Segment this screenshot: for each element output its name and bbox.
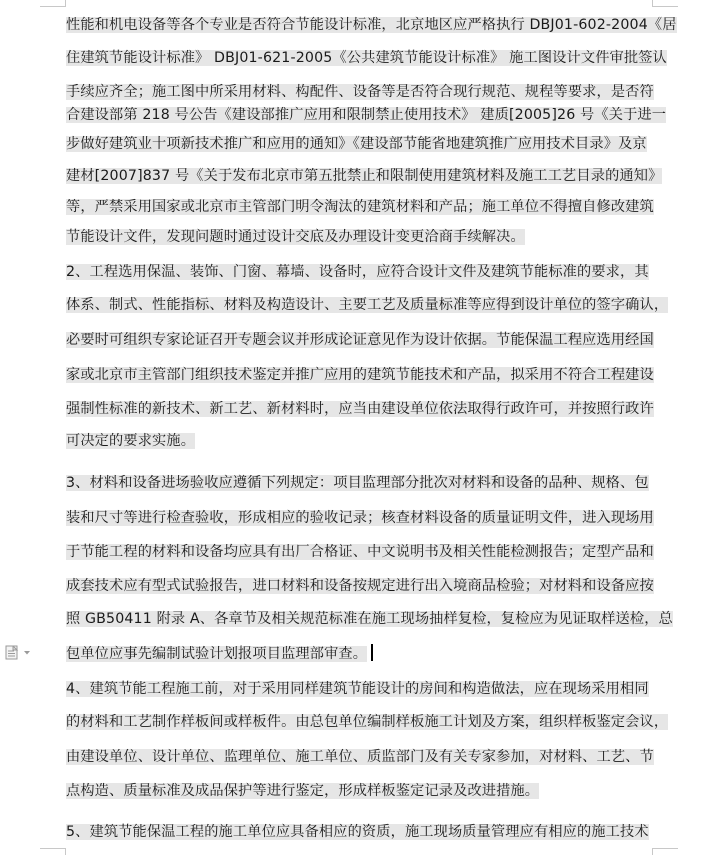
crop-mark [40,6,66,7]
text-line: 可决定的要求实施。 [66,433,196,449]
text-line: 等，严禁采用国家或北京市主管部门明令淘汰的建筑材料和产品；施工单位不得擅自修改建筑 [66,199,654,215]
text-line: 包单位应事先编制试验计划报项目监理部审查。 [66,643,373,665]
text-line: 手续应齐全；施工图中所采用材料、构配件、设备等是否符合现行规范、规程等要求，是否符 [66,84,654,100]
text-line: 节能设计文件，发现问题时通过设计交底及办理设计变更洽商手续解决。 [66,229,525,245]
crop-mark [652,0,653,7]
text-line: 的材料和工艺制作样板间或样板件。由总包单位编制样板施工计划及方案，组织样板鉴定会议， [66,714,669,730]
text-line: 家或北京市主管部门组织技术鉴定并推广应用的建筑节能技术和产品，拟采用不符合工程建设 [66,367,654,383]
text-line: 于节能工程的材料和设备均应具有出厂合格证、中文说明书及相关性能检测报告；定型产品和 [66,544,654,560]
text-cursor [371,644,373,661]
text-line: 4、建筑节能工程施工前，对于采用同样建筑节能设计的房间和构造做法，应在现场采用相同 [66,681,649,697]
paragraph-options-icon[interactable] [5,645,33,661]
chevron-down-icon [24,651,30,655]
text-line: 5、建筑节能保温工程的施工单位应具备相应的资质，施工现场质量管理应有相应的施工技术 [66,824,649,840]
text-line: 强制性标准的新技术、新工艺、新材料时，应当由建设单位依法取得行政许可，并按照行政许 [66,401,654,417]
text-line: 成套技术应有型式试验报告，进口材料和设备按规定进行出入境商品检验；对材料和设备应按 [66,578,654,594]
text-line: 点构造、质量标准及成品保护等进行鉴定，形成样板鉴定记录及改进措施。 [66,783,540,799]
text-line: 步做好建筑业十项新技术推广和应用的通知》《建设部节能省地建筑推广应用技术目录》及京 [66,136,647,152]
crop-mark [652,848,653,855]
text-line: 合建设部第 218 号公告《建设部推广应用和限制禁止使用技术》 建质[2005]26 号《关于进一 [66,107,667,123]
text-line: 性能和机电设备等各个专业是否符合节能设计标准，北京地区应严格执行 DBJ01-602-2004《居 [66,17,677,33]
text-line: 由建设单位、设计单位、监理单位、施工单位、质监部门及有关专家参加，对材料、工艺、节 [66,749,654,765]
crop-mark [652,848,678,849]
text-line: 装和尺寸等进行检查验收，形成相应的验收记录；核查材料设备的质量证明文件，进入现场用 [66,510,654,526]
crop-mark [65,848,66,855]
text-line: 3、材料和设备进场验收应遵循下列规定：项目监理部分批次对材料和设备的品种、规格、包 [66,475,649,491]
text-line: 照 GB50411 附录 A、各章节及相关规范标准在施工现场抽样复检，复检应为见证取样送检，总 [66,611,673,627]
crop-mark [40,848,66,849]
text-line: 体系、制式、性能指标、材料及构造设计、主要工艺及质量标准等应得到设计单位的签字确认， [66,297,669,313]
crop-mark [65,0,66,7]
text-line: 必要时可组织专家论证召开专题会议并形成论证意见作为设计依据。节能保温工程应选用经国 [66,332,654,348]
text-line: 建材[2007]837 号《关于发布北京市第五批禁止和限制使用建筑材料及施工工艺目录的通知》 [66,168,663,184]
text-line: 2、工程选用保温、装饰、门窗、幕墙、设备时，应符合设计文件及建筑节能标准的要求，其 [66,264,649,280]
crop-mark [652,6,678,7]
text-line: 住建筑节能设计标准》 DBJ01-621-2005《公共建筑节能设计标准》 施工图设计文件审批签认 [66,50,667,66]
